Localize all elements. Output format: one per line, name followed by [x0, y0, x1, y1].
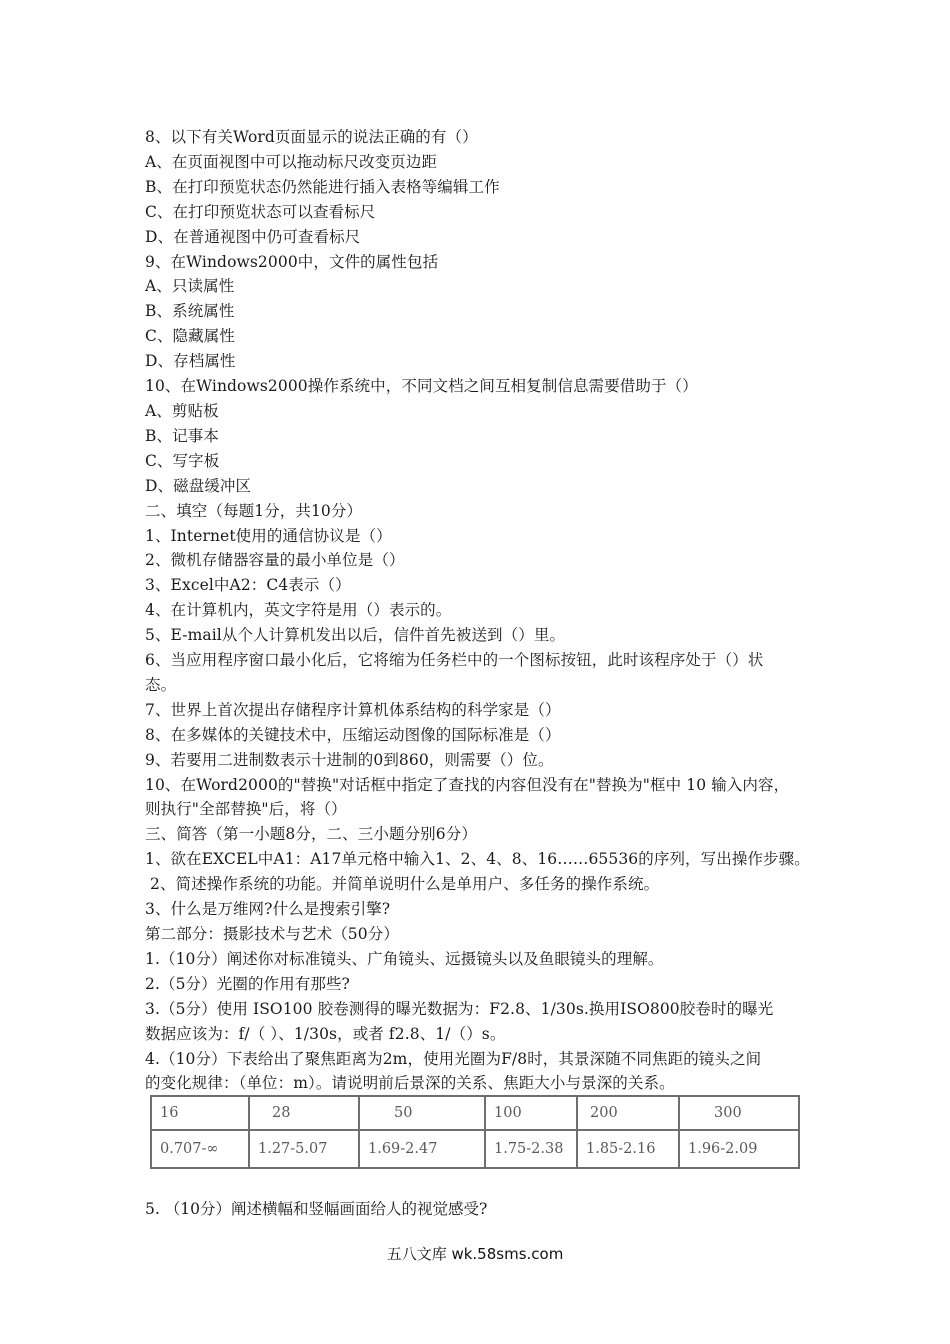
question-line: 10、在Windows2000操作系统中，不同文档之间互相复制信息需要借助于（）	[145, 377, 698, 396]
option-line: B、在打印预览状态仍然能进行插入表格等编辑工作	[145, 177, 500, 196]
option-line: B、系统属性	[145, 302, 235, 321]
table-cell: 1.96-2.09	[679, 1130, 799, 1168]
option-line: A、在页面视图中可以拖动标尺改变页边距	[145, 152, 438, 171]
question-line: 4.（10分）下表给出了聚焦距离为2m，使用光圈为F/8时，其景深随不同焦距的镜头之间	[145, 1049, 762, 1068]
question-line: 5. （10分）阐述横幅和竖幅画面给人的视觉感受?	[145, 1200, 488, 1218]
question-line: 9、在Windows2000中，文件的属性包括	[145, 252, 439, 271]
question-line: 5、E-mail从个人计算机发出以后，信件首先被送到（）里。	[145, 626, 566, 645]
table-cell: 1.27-5.07	[249, 1130, 359, 1168]
question-line: 数据应该为：f/（ ）、1/30s，或者 f2.8、1/（）s。	[145, 1024, 506, 1043]
table-cell: 1.85-2.16	[577, 1130, 679, 1168]
section-heading: 二、填空（每题1分，共10分）	[145, 501, 363, 520]
table-cell: 100	[485, 1096, 577, 1130]
table-cell: 28	[249, 1096, 359, 1130]
question-line: 4、在计算机内，英文字符是用（）表示的。	[145, 601, 452, 620]
table-cell: 1.69-2.47	[359, 1130, 485, 1168]
option-line: D、在普通视图中仍可查看标尺	[145, 227, 361, 246]
question-line: 1、Internet使用的通信协议是（）	[145, 526, 392, 545]
question-line: 6、当应用程序窗口最小化后，它将缩为任务栏中的一个图标按钮，此时该程序处于（）状	[145, 651, 764, 670]
option-line: C、隐藏属性	[145, 327, 235, 346]
option-line: C、在打印预览状态可以查看标尺	[145, 202, 376, 221]
question-line: 1.（10分）阐述你对标准镜头、广角镜头、远摄镜头以及鱼眼镜头的理解。	[145, 949, 664, 968]
question-line: 则执行"全部替换"后，将（）	[145, 800, 347, 819]
option-line: B、记事本	[145, 426, 219, 445]
table-row	[151, 1130, 799, 1168]
document-body	[145, 125, 815, 1096]
option-line: A、剪贴板	[145, 401, 219, 420]
question-line: 3、Excel中A2：C4表示（）	[145, 576, 351, 595]
section-heading: 三、简答（第一小题8分，二、三小题分别6分）	[145, 825, 477, 844]
table-cell: 1.75-2.38	[485, 1130, 577, 1168]
question-line: 10、在Word2000的"替换"对话框中指定了查找的内容但没有在"替换为"框中 10 输入内容，	[145, 775, 790, 794]
question-line: 1、欲在EXCEL中A1：A17单元格中输入1、2、4、8、16……65536的序列，写出操作步骤。	[145, 850, 810, 869]
question-line: 8、在多媒体的关键技术中，压缩运动图像的国际标准是（）	[145, 725, 561, 744]
question-line: 态。	[145, 675, 177, 694]
option-line: A、只读属性	[145, 277, 235, 296]
question-line: 3.（5分）使用 ISO100 胶卷测得的曝光数据为：F2.8、1/30s.换用ISO800胶卷时的曝光	[145, 999, 774, 1018]
depth-of-field-table	[150, 1095, 800, 1169]
question-line: 7、世界上首次提出存储程序计算机体系结构的科学家是（）	[145, 700, 561, 719]
option-line: C、写字板	[145, 451, 220, 470]
site-footer: 五八文库 wk.58sms.com	[386, 1245, 564, 1263]
table-row	[151, 1096, 799, 1130]
question-line: 8、以下有关Word页面显示的说法正确的有（）	[145, 128, 478, 146]
question-line: 2、简述操作系统的功能。并简单说明什么是单用户、多任务的操作系统。	[145, 875, 660, 894]
table-cell: 50	[359, 1096, 485, 1130]
question-line: 2、微机存储器容量的最小单位是（）	[145, 551, 405, 570]
question-line: 2.（5分）光圈的作用有那些?	[145, 974, 350, 993]
table-cell: 16	[151, 1096, 249, 1130]
part-heading: 第二部分：摄影技术与艺术（50分）	[145, 925, 399, 943]
question-line: 3、什么是万维网?什么是搜索引擎?	[145, 900, 391, 919]
table-cell: 300	[679, 1096, 799, 1130]
question-line: 9、若要用二进制数表示十进制的0到860，则需要（）位。	[145, 750, 554, 769]
option-line: D、存档属性	[145, 352, 236, 371]
table-cell: 200	[577, 1096, 679, 1130]
question-line: 的变化规律：（单位：m）。请说明前后景深的关系、焦距大小与景深的关系。	[145, 1074, 675, 1093]
option-line: D、磁盘缓冲区	[145, 476, 252, 495]
table-cell: 0.707-∞	[151, 1130, 249, 1168]
